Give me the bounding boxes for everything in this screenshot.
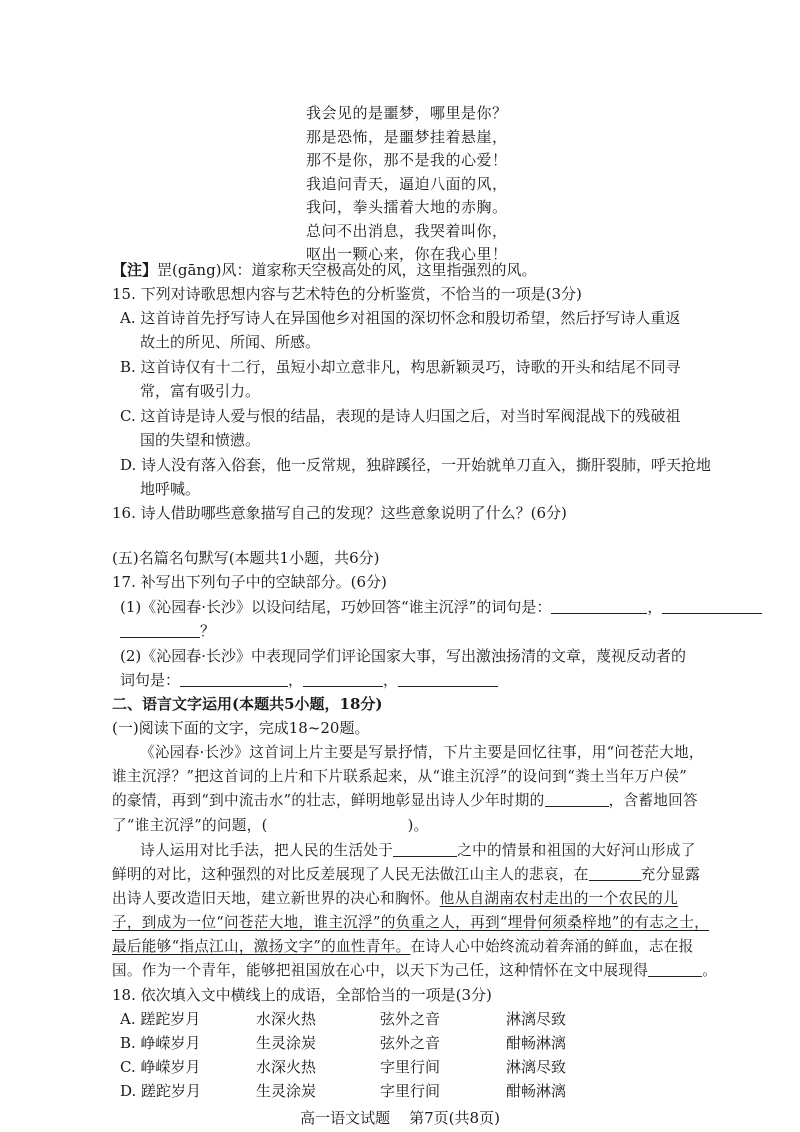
page-footer: 高一语文试题 第7页(共8页) [300,1109,500,1127]
question-17-item-1 [120,595,762,619]
poem-line: 呕出一颗心来，你在我心里！ [306,245,508,263]
question-17-item-2: (2)《沁园春·长沙》中表现同学们评论国家大事，写出激浊扬清的文章，蔑视反动者的 [120,647,687,665]
passage-text: 。 [702,962,718,979]
poem-line: 那不是你，那不是我的心爱！ [306,151,508,169]
item-1-text: (1)《沁园春·长沙》以设问结尾，巧妙回答“谁主沉浮”的词句是： [120,598,552,616]
section-5-heading: (五)名篇名句默写(本题共1小题，共6分) [112,549,380,567]
question-15-option-b: B. 这首诗仅有十二行，虽短小却立意非凡，构思新颖灵巧，诗歌的开头和结尾不同寻 [120,358,681,376]
poem-line: 我追问青天，逼迫八面的风， [306,174,508,193]
option-word: 淋漓尽致 [506,1010,567,1028]
passage-line: 《沁园春·长沙》这首词上片主要是写景抒情，下片主要是回忆往事，用“问苍茫大地， [140,744,704,761]
passage-text: 鲜明的对比，这种强烈的对比反差展现了人民无法做江山主人的悲哀，在 [112,866,589,883]
passage-text: 了“谁主沉浮”的问题，( [112,817,268,834]
question-15-option-a-cont: 故土的所见、所闻、所感。 [140,333,321,351]
poem-excerpt [306,102,626,267]
question-17-stem: 17. 补写出下列句子中的空缺部分。(6分) [112,573,387,591]
passage-line [140,839,696,863]
poem-line: 我问，拳头擂着大地的赤胸。 [306,198,508,216]
answer-blank[interactable] [589,864,641,881]
option-word: 弦外之音 [380,1010,441,1028]
question-18-option-b [0,1031,800,1055]
answer-blank[interactable] [398,670,498,687]
option-word: 字里行间 [380,1082,441,1100]
underlined-sentence: 子，到成为一位“问苍茫大地，谁主沉浮”的负重之人，再到“埋骨何须桑梓地”的有志之士， [112,914,710,931]
item-1-qmark: ？ [200,622,216,640]
question-16-stem: 16. 诗人借助哪些意象描写自己的发现？这些意象说明了什么？(6分) [112,504,567,522]
note-prefix: 【注】 [112,261,158,279]
passage-text: 在诗人心中始终流动着奔涌的鲜血，志在报 [410,938,694,955]
poem-line: 总问不出消息，我哭着叫你， [306,221,508,240]
passage-line [112,887,678,911]
underlined-sentence: 他从自湖南农村走出的一个农民的儿 [439,890,678,907]
question-18-option-a [0,1007,800,1031]
option-word: 酣畅淋漓 [506,1034,567,1052]
item-2-comma: ， [383,671,399,689]
note-text: 罡(gāng)风：道家称天空极高处的风，这里指强烈的风。 [157,261,537,279]
question-15-option-a: A. 这首诗首先抒写诗人在异国他乡对祖国的深切怀念和殷切希望，然后抒写诗人重返 [120,309,681,327]
passage-text: 国。作为一个青年，能够把祖国放在心中，以天下为己任，这种情怀在文中展现得 [112,962,649,979]
question-17-item-1-cont [120,619,215,643]
underlined-sentence: 最后能够“指点江山，激扬文字”的血性青年。 [112,938,411,955]
answer-blank[interactable] [393,840,457,857]
passage-line [112,935,694,959]
question-18-stem: 18. 依次填入文中横线上的成语，全部恰当的一项是(3分) [112,986,492,1004]
passage-line [112,814,428,838]
option-word: 生灵涂炭 [256,1034,317,1052]
passage-line [112,863,700,887]
option-word: 水深火热 [256,1010,317,1028]
poem-line: 我会见的是噩梦，哪里是你？ [306,104,508,122]
annotation-note [112,258,537,282]
answer-blank[interactable] [545,790,609,807]
question-15-option-b-cont: 常，富有吸引力。 [140,382,261,400]
question-15-option-d: D. 诗人没有落入俗套，他一反常规，独辟蹊径，一开始就单刀直入，撕肝裂肺，呼天抢地 [120,456,712,474]
passage-text: 出诗人要改造旧天地，建立新世界的决心和胸怀。 [112,890,440,907]
answer-blank[interactable] [662,597,762,614]
question-15-stem: 15. 下列对诗歌思想内容与艺术特色的分析鉴赏，不恰当的一项是(3分) [112,285,582,303]
item-1-comma: ， [647,598,663,616]
question-15-option-c-cont: 国的失望和愤懑。 [140,431,261,449]
passage-text: 的豪情，再到“到中流击水”的壮志，鲜明地彰显出诗人少年时期的 [112,792,545,809]
question-17-item-2-cont [120,668,498,692]
question-18-option-d [0,1079,800,1103]
subsection-1-heading: (一)阅读下面的文字，完成18~20题。 [112,719,370,737]
option-label: A. 蹉跎岁月 [120,1010,201,1028]
question-18-option-c [0,1055,800,1079]
answer-blank[interactable] [120,621,200,638]
passage-text: 充分显露 [640,866,701,883]
passage-line [112,959,717,983]
answer-blank[interactable] [180,670,288,687]
passage-text: 之中的情景和祖国的大好河山形成了 [457,842,696,859]
option-word: 生灵涂炭 [256,1082,317,1100]
passage-text: 诗人运用对比手法，把人民的生活处于 [140,842,394,859]
answer-blank[interactable] [551,597,647,614]
question-15-option-c: C. 这首诗是诗人爱与恨的结晶，表现的是诗人归国之后，对当时军阀混战下的残破祖 [120,407,681,425]
passage-line: 谁主沉浮？”把这首词的上片和下片联系起来，从“谁主沉浮”的设问到“粪土当年万户侯” [112,768,687,785]
answer-blank[interactable] [303,670,383,687]
question-15-option-d-cont: 地呼喊。 [140,480,201,498]
answer-blank[interactable] [648,960,702,977]
option-word: 酣畅淋漓 [506,1082,567,1100]
option-label: C. 峥嵘岁月 [120,1058,201,1076]
option-label: B. 峥嵘岁月 [120,1034,201,1052]
option-word: 淋漓尽致 [506,1058,567,1076]
option-label: D. 蹉跎岁月 [120,1082,202,1100]
option-word: 弦外之音 [380,1034,441,1052]
item-2-comma: ， [288,671,304,689]
poem-line: 那是恐怖，是噩梦挂着悬崖， [306,127,508,146]
passage-text: )。 [407,817,429,834]
passage-text: ，含蓄地回答 [608,792,698,809]
passage-line [112,789,698,813]
item-2-text: 词句是： [120,671,181,689]
option-word: 字里行间 [380,1058,441,1076]
part-2-heading: 二、语言文字运用(本题共5小题，18分) [112,695,383,713]
option-word: 水深火热 [256,1058,317,1076]
